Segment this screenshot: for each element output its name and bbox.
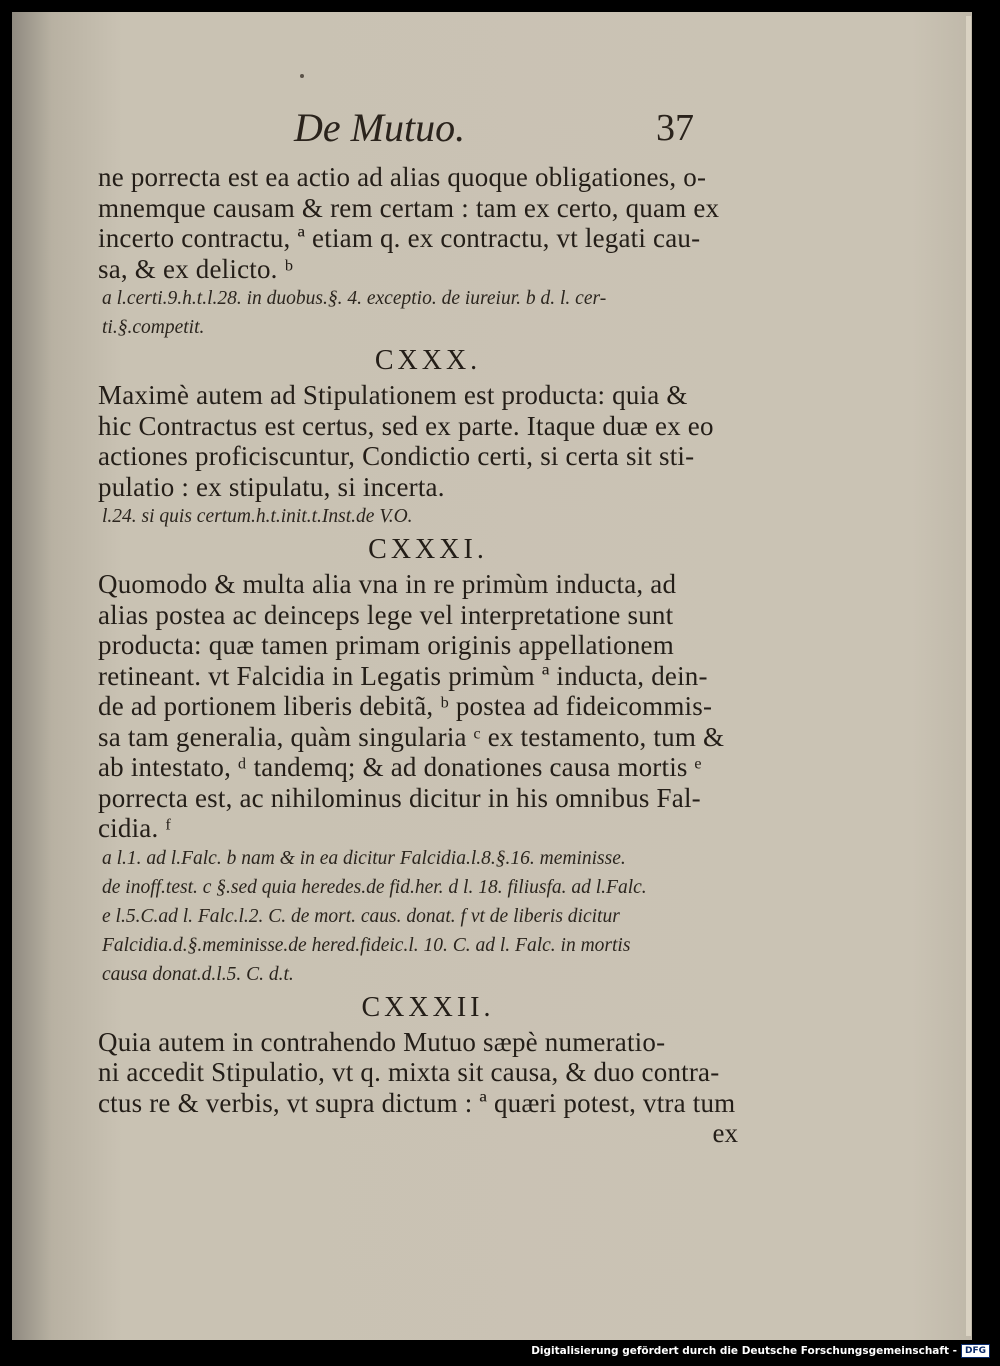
footer-credit bbox=[531, 1344, 990, 1358]
paragraph bbox=[98, 1027, 738, 1119]
note-line: e l.5.C.ad l. Falc.l.2. C. de mort. caus. donat. f vt de liberis dicitur bbox=[102, 905, 620, 927]
text-block bbox=[98, 162, 738, 1148]
page-header bbox=[12, 104, 972, 164]
text-line: ni accedit Stipulatio, vt q. mixta sit causa, & duo contra- bbox=[98, 1057, 720, 1087]
catchword: ex bbox=[712, 1118, 738, 1148]
text-line: ab intestato, ᵈ tandemq; & ad donationes causa mortis ᵉ bbox=[98, 752, 702, 782]
text-line: porrecta est, ac nihilominus dicitur in his omnibus Fal- bbox=[98, 782, 701, 813]
text-line: sa tam generalia, quàm singularia ᶜ ex testamento, tum & bbox=[98, 721, 725, 752]
note-line: l.24. si quis certum.h.t.init.t.Inst.de V.O. bbox=[102, 506, 413, 527]
note-line: ti.§.competit. bbox=[102, 317, 205, 338]
text-line: Quia autem in contrahendo Mutuo sæpè numeratio- bbox=[98, 1026, 666, 1057]
dfg-logo: DFG bbox=[961, 1344, 990, 1358]
ink-speck bbox=[300, 74, 304, 78]
text-line: pulatio : ex stipulatu, si incerta. bbox=[98, 471, 445, 502]
text-line: actiones proficiscuntur, Condictio certi, si certa sit sti- bbox=[98, 441, 695, 471]
section-heading: CXXXII. bbox=[361, 991, 495, 1023]
text-line: incerto contractu, ª etiam q. ex contractu, vt legati cau- bbox=[98, 223, 701, 253]
page-edge bbox=[966, 16, 971, 1336]
note-line: a l.certi.9.h.t.l.28. in duobus.§. 4. exceptio. de iureiur. b d. l. cer- bbox=[102, 288, 607, 309]
book-page bbox=[12, 12, 972, 1340]
text-line: producta: quæ tamen primam originis appellationem bbox=[98, 630, 674, 660]
page-number: 37 bbox=[656, 107, 694, 149]
text-line: hic Contractus est certus, sed ex parte. Itaque duæ ex eo bbox=[98, 410, 714, 441]
paragraph bbox=[98, 569, 738, 844]
paragraph bbox=[98, 162, 738, 284]
text-line: ne porrecta est ea actio ad alias quoque obligationes, o- bbox=[98, 162, 707, 192]
credit-text: Digitalisierung gefördert durch die Deutsche Forschungsgemeinschaft - bbox=[531, 1345, 957, 1357]
note-line: Falcidia.d.§.meminisse.de hered.fideic.l. 10. C. ad l. Falc. in mortis bbox=[102, 934, 631, 956]
running-title: De Mutuo. bbox=[294, 105, 466, 150]
text-line: retineant. vt Falcidia in Legatis primùm ª inducta, dein- bbox=[98, 660, 708, 691]
footnote bbox=[98, 844, 738, 989]
footnote bbox=[98, 284, 738, 342]
text-line: cidia. ᶠ bbox=[98, 813, 172, 843]
note-line: de inoff.test. c §.sed quia heredes.de fid.her. d l. 18. filiusfa. ad l.Falc. bbox=[102, 876, 647, 898]
text-line: de ad portionem liberis debitã, ᵇ postea ad fideicommis- bbox=[98, 691, 713, 721]
text-line: mnemque causam & rem certam : tam ex certo, quam ex bbox=[98, 192, 720, 223]
note-line: causa donat.d.l.5. C. d.t. bbox=[102, 963, 294, 985]
text-line: ctus re & verbis, vt supra dictum : ª quæri potest, vtra tum bbox=[98, 1087, 736, 1118]
section-heading: CXXXI. bbox=[368, 534, 488, 565]
text-line: Quomodo & multa alia vna in re primùm inducta, ad bbox=[98, 569, 677, 599]
note-line: a l.1. ad l.Falc. b nam & in ea dicitur Falcidia.l.8.§.16. meminisse. bbox=[102, 847, 626, 869]
text-line: sa, & ex delicto. ᵇ bbox=[98, 253, 294, 284]
footnote bbox=[98, 502, 738, 531]
paragraph bbox=[98, 380, 738, 502]
text-line: Maximè autem ad Stipulationem est producta: quia & bbox=[98, 380, 688, 410]
section-heading: CXXX. bbox=[374, 345, 482, 376]
text-line: alias postea ac deinceps lege vel interpretatione sunt bbox=[98, 599, 674, 630]
